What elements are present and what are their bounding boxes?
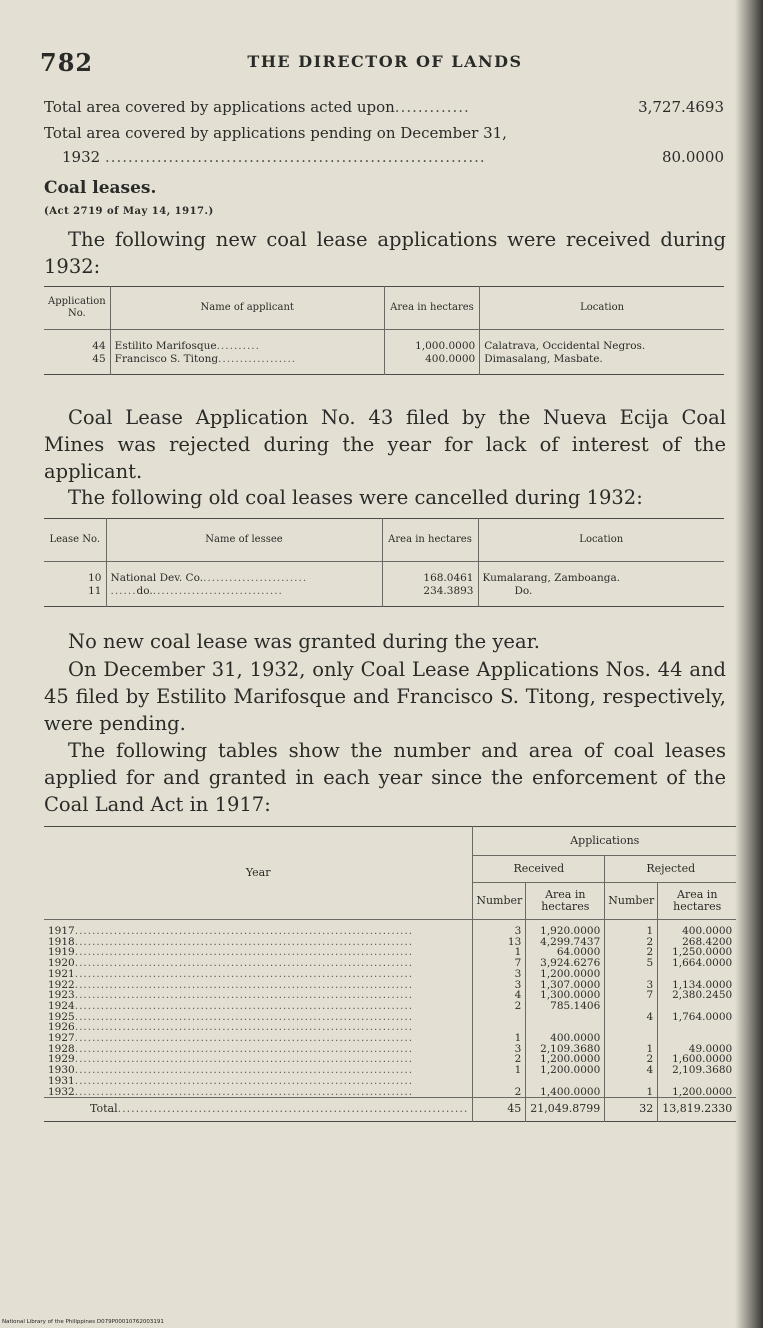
rejected-number-cell: 4 <box>605 1065 658 1076</box>
table-row <box>44 1012 736 1023</box>
rejected-area-cell: 1,134.0000 <box>672 979 733 991</box>
received-number-cell <box>473 1012 526 1023</box>
table-row: 10 National Dev. Co......................... 168.0461 Kumalarang, Zamboanga. <box>44 562 724 586</box>
year-cell: 1919.............................................................................. <box>44 947 473 958</box>
year-cell: 1925.............................................................................. <box>44 1012 473 1023</box>
received-number-cell: 3 <box>473 969 526 980</box>
received-number-cell: 4 <box>473 990 526 1001</box>
running-head: THE DIRECTOR OF LANDS <box>247 52 523 71</box>
table-row <box>44 1044 736 1055</box>
received-number-cell: 1 <box>473 947 526 958</box>
rejected-area-cell: 1,764.0000 <box>672 1011 733 1023</box>
received-number-cell: 3 <box>473 920 526 937</box>
applications-header: Applications <box>473 827 736 856</box>
paragraph-rejected: Coal Lease Application No. 43 filed by the Nueva Ecija Coal Mines was rejected during the year for lack of interest of the applicant. <box>44 406 726 483</box>
rejected-area-cell: 268.4200 <box>682 936 733 948</box>
yearly-coal-leases-table <box>44 826 736 1122</box>
table-row: 44 Estilito Marifosque.......... 1,000.0000 Calatrava, Occidental Negros. <box>44 330 724 354</box>
received-number-cell: 13 <box>473 937 526 948</box>
total-acted-value: 3,727.4693 <box>638 98 724 116</box>
year-cell: 1920.............................................................................. <box>44 958 473 969</box>
received-area-cell: 1,920.0000 <box>526 920 605 937</box>
column-header: Location <box>580 302 625 313</box>
total-label-cell: Total.............................................................................. <box>44 1098 473 1122</box>
received-area-cell: 64.0000 <box>526 947 605 958</box>
year-cell: 1927.............................................................................. <box>44 1033 473 1044</box>
rejected-number-cell: 7 <box>605 990 658 1001</box>
table-row <box>44 937 736 948</box>
total-pending-value: 80.0000 <box>661 148 724 166</box>
rejected-area-cell <box>658 1022 736 1033</box>
year-cell: 1926.............................................................................. <box>44 1022 473 1033</box>
table-row <box>44 980 736 991</box>
cancelled-leases-table <box>44 518 724 607</box>
rejected-number-header: Number <box>605 883 658 920</box>
paragraph-cancelled: The following old coal leases were cancelled during 1932: <box>68 486 643 509</box>
table-row <box>44 1054 736 1065</box>
received-number-cell: 1 <box>473 1033 526 1044</box>
total-rejected-number: 32 <box>605 1098 658 1122</box>
rejected-area-header: Area in hectares <box>658 883 736 920</box>
paragraph-no-new-lease: No new coal lease was granted during the year. <box>68 630 540 653</box>
rejected-number-cell: 1 <box>605 920 658 937</box>
year-cell: 1930.............................................................................. <box>44 1065 473 1076</box>
received-area-cell: 2,109.3680 <box>526 1044 605 1055</box>
column-header: Area in hectares <box>384 287 479 330</box>
received-area-cell: 4,299.7437 <box>526 937 605 948</box>
scan-footer: National Library of the Philippines D079P00010762003191 <box>2 1319 164 1325</box>
year-cell: 1918.............................................................................. <box>44 937 473 948</box>
rejected-number-cell: 1 <box>605 1044 658 1055</box>
rejected-area-cell <box>658 1001 736 1012</box>
table-row <box>44 1033 736 1044</box>
year-cell: 1923.............................................................................. <box>44 990 473 1001</box>
received-area-cell: 785.1406 <box>526 1001 605 1012</box>
rejected-area-cell <box>658 969 736 980</box>
total-acted-line <box>44 98 724 116</box>
received-area-cell: 1,400.0000 <box>526 1087 605 1098</box>
received-number-cell: 2 <box>473 1054 526 1065</box>
rejected-area-cell <box>658 1033 736 1044</box>
received-area-cell <box>526 1012 605 1023</box>
paragraph-new-applications: The following new coal lease applications were received during 1932: <box>44 228 726 278</box>
received-header: Received <box>473 856 605 883</box>
received-number-cell: 1 <box>473 1065 526 1076</box>
rejected-number-cell <box>605 1022 658 1033</box>
total-received-area: 21,049.8799 <box>526 1098 605 1122</box>
received-area-cell <box>526 1076 605 1087</box>
rejected-area-cell: 1,664.0000 <box>672 958 733 969</box>
received-number-cell: 2 <box>473 1001 526 1012</box>
year-cell: 1924.............................................................................. <box>44 1001 473 1012</box>
received-area-cell: 400.0000 <box>526 1033 605 1044</box>
rejected-number-cell: 4 <box>605 1012 658 1023</box>
table-row <box>44 920 736 937</box>
table-row <box>44 1022 736 1033</box>
paragraph-tables-intro: The following tables show the number and area of coal leases applied for and granted in each year since the enforcement of the Coal Land Act in 1917: <box>44 739 726 816</box>
rejected-number-cell: 2 <box>605 1054 658 1065</box>
received-number-cell: 2 <box>473 1087 526 1098</box>
rejected-number-cell: 5 <box>605 958 658 969</box>
total-row <box>44 1098 736 1122</box>
received-number-cell <box>473 1022 526 1033</box>
received-area-cell: 1,200.0000 <box>526 1065 605 1076</box>
year-cell: 1928.............................................................................. <box>44 1044 473 1055</box>
page-edge-shadow <box>735 0 763 1328</box>
total-acted-label: Total area covered by applications acted upon............. <box>44 98 470 116</box>
year-cell: 1921.............................................................................. <box>44 969 473 980</box>
paragraph-pending: On December 31, 1932, only Coal Lease Applications Nos. 44 and 45 filed by Estilito Marifosque and Francisco S. Titong, respectively, were pending. <box>44 658 726 735</box>
table-row <box>44 958 736 969</box>
rejected-number-cell <box>605 1033 658 1044</box>
received-area-cell: 1,307.0000 <box>526 980 605 991</box>
received-area-cell: 1,300.0000 <box>526 990 605 1001</box>
rejected-area-cell: 2,109.3680 <box>672 1065 733 1076</box>
table-row <box>44 990 736 1001</box>
section-title: Coal leases. <box>44 178 157 198</box>
total-pending-year: 1932 .................................................................. <box>62 148 486 166</box>
rejected-header: Rejected <box>605 856 736 883</box>
received-area-cell <box>526 1022 605 1033</box>
received-number-cell <box>473 1076 526 1087</box>
page-header <box>40 48 730 84</box>
rejected-area-cell: 400.0000 <box>682 925 733 937</box>
column-header: Name of lessee <box>106 519 382 562</box>
total-pending-line-2 <box>44 148 724 166</box>
rejected-area-cell <box>658 1076 736 1087</box>
received-number-header: Number <box>473 883 526 920</box>
table-row: 45 Francisco S. Titong.................. 400.0000 Dimasalang, Masbate. <box>44 353 724 375</box>
received-area-cell: 1,200.0000 <box>526 1054 605 1065</box>
table-row <box>44 1076 736 1087</box>
total-received-number: 45 <box>473 1098 526 1122</box>
total-pending-label: Total area covered by applications pending on December 31, <box>44 124 507 142</box>
rejected-number-cell: 3 <box>605 980 658 991</box>
table-row <box>44 1087 736 1098</box>
rejected-number-cell: 1 <box>605 1087 658 1098</box>
table-row <box>44 947 736 958</box>
rejected-number-cell <box>605 1001 658 1012</box>
rejected-area-cell: 2,380.2450 <box>672 990 733 1001</box>
rejected-area-cell: 49.0000 <box>688 1043 733 1055</box>
rejected-area-cell: 1,600.0000 <box>672 1054 733 1066</box>
total-pending-line <box>44 124 724 142</box>
rejected-area-cell: 1,200.0000 <box>672 1086 733 1098</box>
year-cell: 1931.............................................................................. <box>44 1076 473 1087</box>
received-area-cell: 3,924.6276 <box>526 958 605 969</box>
table-row <box>44 1001 736 1012</box>
rejected-area-cell: 1,250.0000 <box>672 947 733 959</box>
rejected-number-cell <box>605 1076 658 1087</box>
column-header: Application No. <box>44 287 110 330</box>
table-row: 11 ......do............................... 234.3893 Do. <box>44 585 724 607</box>
column-header: Location <box>579 534 624 545</box>
column-header: Lease No. <box>44 519 106 562</box>
rejected-number-cell: 2 <box>605 937 658 948</box>
applications-table <box>44 286 724 375</box>
received-number-cell: 3 <box>473 980 526 991</box>
column-header: Area in hectares <box>382 519 478 562</box>
total-rejected-area: 13,819.2330 <box>658 1098 736 1122</box>
column-header: Name of applicant <box>110 287 384 330</box>
table-row <box>44 969 736 980</box>
table-row <box>44 1065 736 1076</box>
year-cell: 1932.............................................................................. <box>44 1087 473 1098</box>
received-area-cell: 1,200.0000 <box>526 969 605 980</box>
year-cell: 1922.............................................................................. <box>44 980 473 991</box>
year-header: Year <box>44 827 473 920</box>
received-number-cell: 7 <box>473 958 526 969</box>
received-number-cell: 3 <box>473 1044 526 1055</box>
act-citation: (Act 2719 of May 14, 1917.) <box>44 206 214 217</box>
received-area-header: Area in hectares <box>526 883 605 920</box>
year-cell: 1917.............................................................................. <box>44 920 473 937</box>
year-cell: 1929.............................................................................. <box>44 1054 473 1065</box>
rejected-number-cell: 2 <box>605 947 658 958</box>
page-number: 782 <box>40 48 94 77</box>
rejected-number-cell <box>605 969 658 980</box>
